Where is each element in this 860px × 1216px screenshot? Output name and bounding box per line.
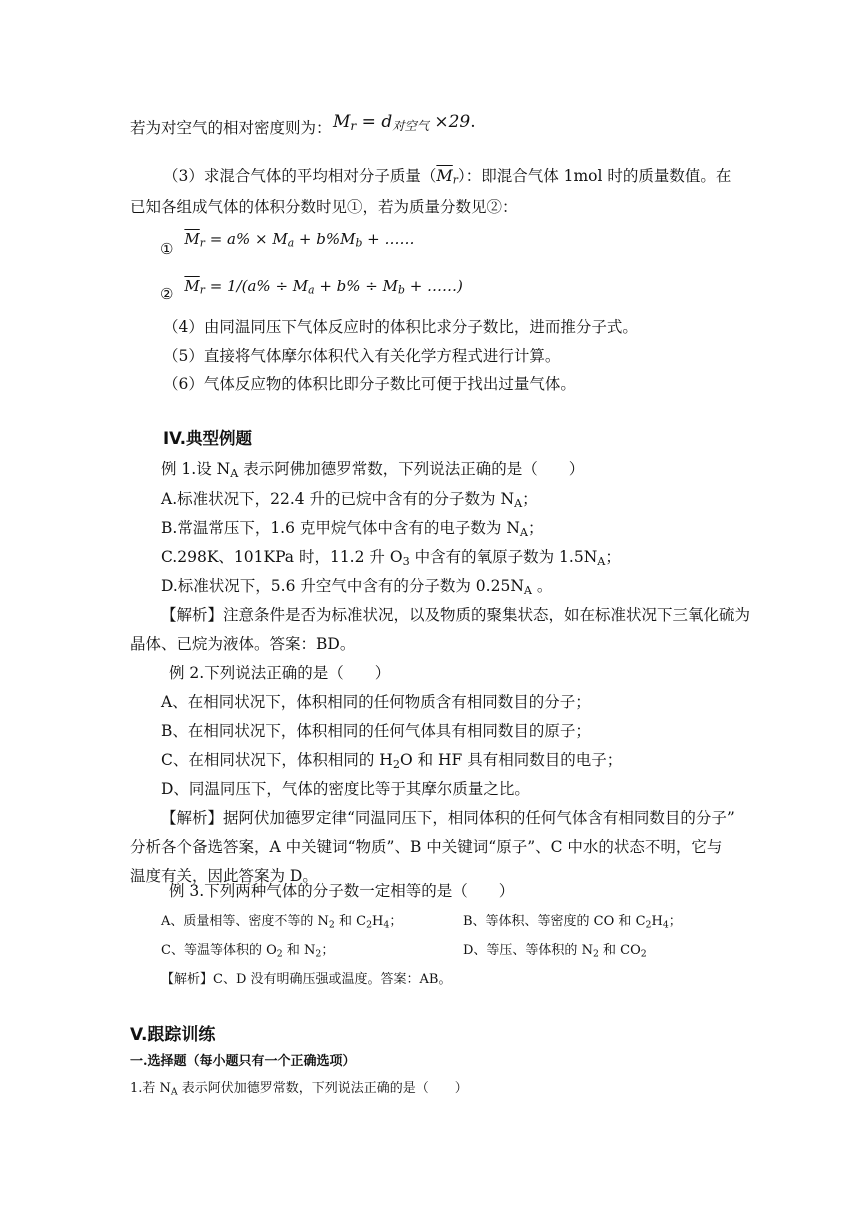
formula-1: ① $\overline{M}_r = a\% \times M_a + b\%M_b$ + ……: [160, 230, 415, 258]
example-1-option-d: D.标准状况下，5.6 升空气中含有的分子数为 $0.25N_A$ 。: [161, 577, 553, 597]
example-3-option-b: B、等体积、等密度的 CO 和 $C_2H_4$；: [463, 914, 682, 931]
example-1-analysis-line2: 晶体、已烷为液体。答案：BD。: [130, 635, 356, 653]
example-1-option-b: B.常温常压下，1.6 克甲烷气体中含有的电子数为 $N_A$；: [161, 519, 544, 539]
example-2-question: 例 2.下列说法正确的是（ ）: [169, 664, 391, 682]
example-2-option-a: A、在相同状况下，体积相同的任何物质含有相同数目的分子；: [161, 693, 591, 711]
example-3-analysis: 【解析】C、D 没有明确压强或温度。答案：AB。: [161, 972, 452, 987]
example-3-option-a: A、质量相等、密度不等的 $N_2$ 和 $C_2H_4$；: [161, 914, 403, 931]
item-4: （4）由同温同压下气体反应时的体积比求分子数比，进而推分子式。: [163, 318, 638, 336]
example-2-analysis-line2: 分析各个备选答案，A 中关键词“物质”、B 中关键词“原子”、C 中水的状态不明，它与: [130, 838, 723, 856]
item-5: （5）直接将气体摩尔体积代入有关化学方程式进行计算。: [163, 347, 561, 365]
item-3-line2: 已知各组成气体的体积分数时见①，若为质量分数见②：: [130, 198, 518, 216]
example-1-question: 例 1.设 $N_A$ 表示阿佛加德罗常数，下列说法正确的是（ ）: [161, 460, 585, 480]
subsection-choice-heading: 一.选择题（每小题只有一个正确选项）: [130, 1054, 356, 1069]
example-2-option-b: B、在相同状况下，体积相同的任何气体具有相同数目的原子；: [161, 722, 591, 740]
item-6: （6）气体反应物的体积比即分子数比可便于找出过量气体。: [163, 375, 576, 393]
air-density-text: 若为对空气的相对密度则为：: [130, 119, 332, 137]
example-1-option-a: A.标准状况下，22.4 升的已烷中含有的分子数为 $N_A$；: [161, 490, 538, 510]
example-3-question: 例 3.下列两种气体的分子数一定相等的是（ ）: [169, 882, 515, 900]
example-1-option-c: C.298K、101KPa 时，11.2 升 $O_3$ 中含有的氧原子数为 $1.5N_A$；: [161, 548, 621, 568]
air-density-line: [130, 117, 332, 139]
example-2-option-c: C、在相同状况下，体积相同的 $H_2O$ 和 HF 具有相同数目的电子；: [161, 751, 623, 771]
section-iv-heading: IV.典型例题: [163, 429, 253, 448]
example-3-option-d: D、等压、等体积的 $N_2$ 和 $CO_2$: [463, 943, 647, 960]
air-density-formula: $M_r = d_{对空气} \times 29$.: [333, 112, 476, 134]
question-1: 1.若 $N_A$ 表示阿伏加德罗常数，下列说法正确的是（ ）: [130, 1081, 468, 1098]
example-3-option-c: C、等温等体积的 $O_2$ 和 $N_2$；: [161, 943, 335, 960]
example-1-analysis-line1: 【解析】注意条件是否为标准状况，以及物质的聚集状态，如在标准状况下三氧化硫为: [161, 606, 751, 624]
section-v-heading: V.跟踪训练: [130, 1025, 216, 1045]
air-density-subscript: 对空气: [392, 119, 429, 134]
formula-2: ② $\overline{M}_r = 1/(a\% \div M_a + b\% \div M_b$ + ……): [160, 277, 463, 303]
item-3-line1: （3）求混合气体的平均相对分子质量$(\overline{M}_r)$：即混合气体 1mol 时的质量数值。在: [163, 166, 732, 187]
example-2-option-d: D、同温同压下，气体的密度比等于其摩尔质量之比。: [161, 780, 530, 798]
example-2-analysis-line3: 温度有关，因此答案为 D。: [130, 867, 318, 885]
example-2-analysis-line1: 【解析】据阿伏加德罗定律“同温同压下，相同体积的任何气体含有相同数目的分子”: [161, 809, 735, 827]
